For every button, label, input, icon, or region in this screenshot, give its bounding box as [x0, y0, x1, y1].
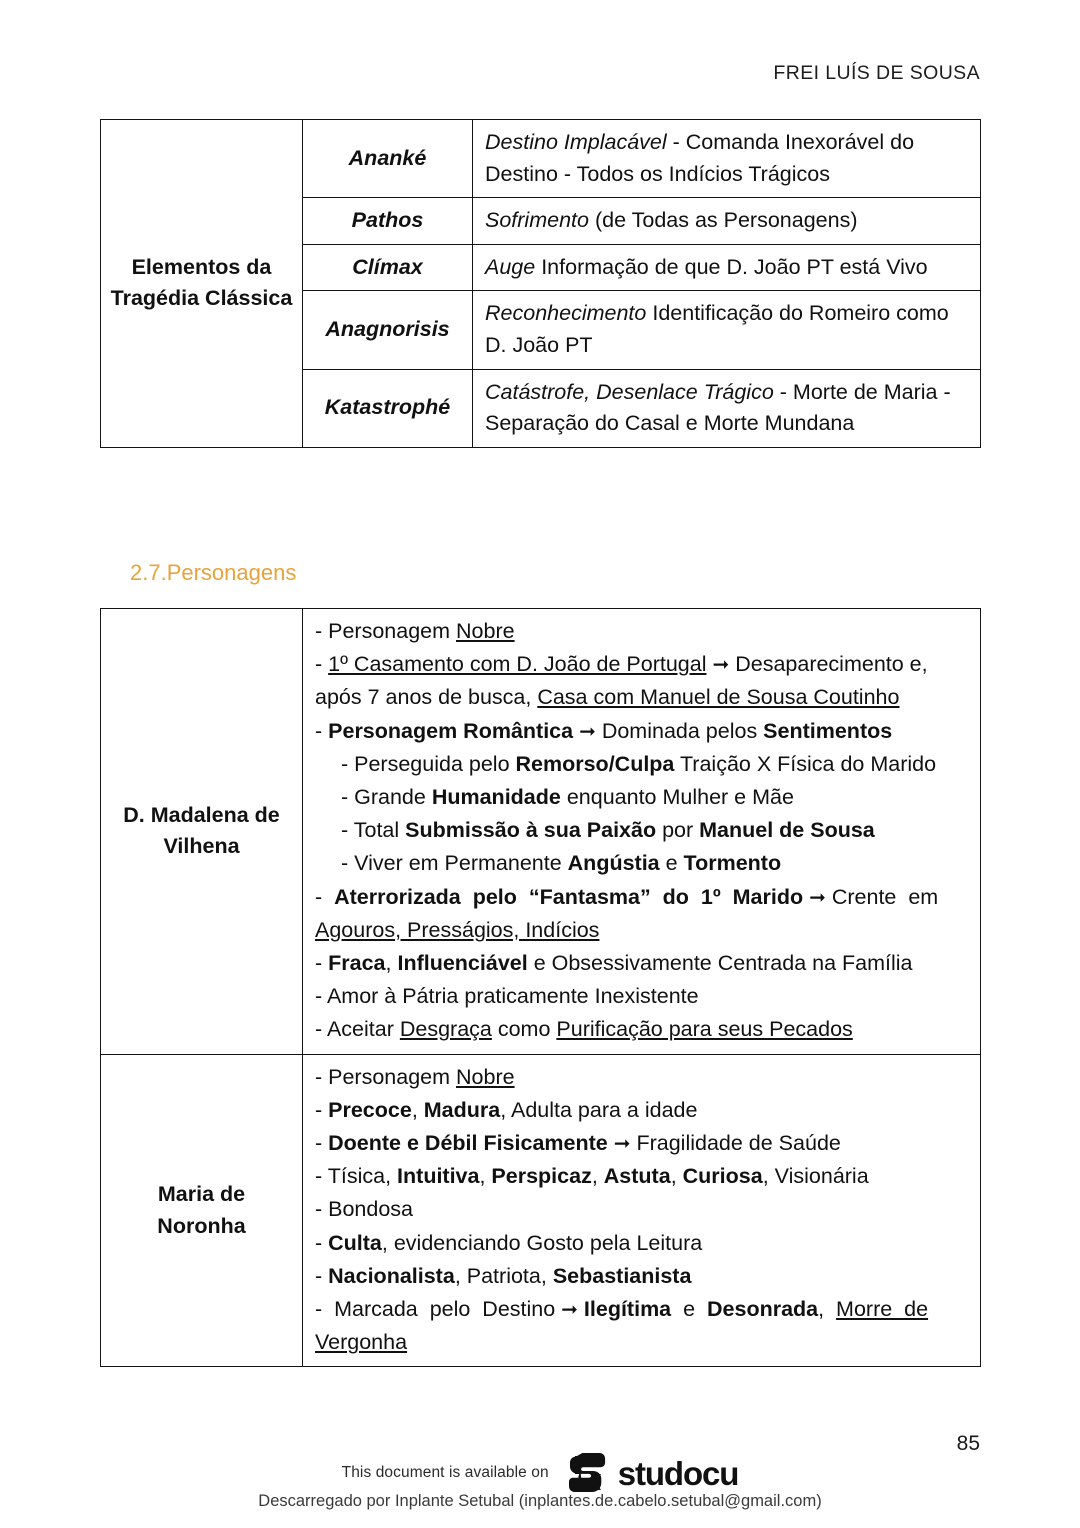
- list-item: - Precoce, Madura, Adulta para a idade: [315, 1097, 698, 1122]
- table-personagens: [100, 608, 981, 1367]
- list-item: - Bondosa: [315, 1197, 414, 1222]
- definition-title: Auge: [485, 254, 536, 279]
- list-item: - Amor à Pátria praticamente Inexistente: [315, 984, 699, 1009]
- list-item: - Nacionalista, Patriota, Sebastianista: [315, 1263, 692, 1288]
- list-item: - Perseguida pelo Remorso/Culpa Traição X Física do Marido: [341, 751, 937, 776]
- definition-ananke: [473, 120, 981, 198]
- arrow-right-icon: ➞: [809, 884, 826, 909]
- list-item: - Personagem Nobre: [315, 1064, 515, 1089]
- definition-line: Identificação do Romeiro como D. João PT: [485, 301, 949, 357]
- definition-title: Reconhecimento: [485, 301, 647, 326]
- definition-line: - Morte de Maria: [779, 379, 938, 404]
- table-row: [101, 1054, 981, 1367]
- term-anagnorisis: Anagnorisis: [303, 291, 473, 369]
- list-item: - Aceitar Desgraça como Purificação para seus Pecados: [315, 1017, 853, 1042]
- term-ananke: Ananké: [303, 120, 473, 198]
- character-traits-madalena: [303, 609, 981, 1055]
- definition-pathos: [473, 198, 981, 245]
- definition-katastrophe: [473, 369, 981, 447]
- character-traits-maria: [303, 1054, 981, 1367]
- character-name-line-2: Noronha: [157, 1213, 246, 1238]
- list-item: - Aterrorizada pelo “Fantasma” do 1º Marido ➞ Crente em Agouros, Presságios, Indícios: [315, 884, 939, 942]
- studocu-brand: [567, 1452, 739, 1494]
- definition-line: - Separação do Casal e Morte Mundana: [485, 379, 951, 436]
- arrow-right-icon: ➞: [712, 652, 730, 677]
- arrow-right-icon: ➞: [579, 718, 596, 743]
- studocu-logo-icon: [567, 1452, 609, 1494]
- character-name-line-1: Maria de: [157, 1181, 246, 1206]
- character-name-madalena: [101, 609, 303, 1055]
- definition-line: (de Todas as Personagens): [594, 208, 858, 233]
- arrow-right-icon: ➞: [613, 1131, 631, 1156]
- term-katastrophe: Katastrophé: [303, 369, 473, 447]
- list-item: - Tísica, Intuitiva, Perspicaz, Astuta, Curiosa, Visionária: [315, 1164, 869, 1189]
- table-row: [101, 120, 981, 198]
- term-pathos: Pathos: [303, 198, 473, 245]
- character-name-maria: [101, 1054, 303, 1367]
- definition-title: Catástrofe, Desenlace Trágico: [485, 379, 774, 404]
- list-item: - Total Submissão à sua Paixão por Manuel de Sousa: [341, 818, 875, 843]
- studocu-brand-name: studocu: [617, 1454, 739, 1492]
- definition-climax: [473, 244, 981, 291]
- definition-line: - Todos os Indícios Trágicos: [563, 161, 830, 186]
- running-header-title: FREI LUÍS DE SOUSA: [773, 62, 980, 84]
- list-item: - Grande Humanidade enquanto Mulher e Mãe: [341, 785, 794, 810]
- studocu-watermark: [0, 1452, 1080, 1494]
- list-item: - Personagem Nobre: [315, 619, 515, 643]
- definition-line: Informação de que D. João PT está Vivo: [541, 254, 928, 279]
- character-name-line-2: Vilhena: [163, 834, 240, 859]
- definition-line: - Comanda Inexorável do Destino: [485, 130, 915, 186]
- table-row: [101, 609, 981, 1055]
- list-item: - Culta, evidenciando Gosto pela Leitura: [315, 1230, 703, 1255]
- watermark-available-text: This document is available on: [341, 1464, 549, 1481]
- section-heading-personagens: 2.7.Personagens: [130, 560, 297, 585]
- term-climax: Clímax: [303, 244, 473, 291]
- group-label-elementos: [101, 120, 303, 448]
- group-label-line-1: Elementos da: [131, 254, 272, 279]
- list-item: - Viver em Permanente Angústia e Tormento: [341, 851, 782, 876]
- list-item: - 1º Casamento com D. João de Portugal ➞ Desaparecimento e, após 7 anos de busca, Casa com Manuel de Sousa Coutinho: [315, 652, 928, 710]
- list-item: - Personagem Romântica ➞ Dominada pelos Sentimentos: [315, 718, 893, 743]
- page-number: 85: [956, 1432, 980, 1455]
- list-item: - Fraca, Influenciável e Obsessivamente Centrada na Família: [315, 951, 913, 976]
- group-label-line-2: Tragédia Clássica: [110, 286, 293, 311]
- definition-title: Destino Implacável: [485, 130, 667, 154]
- definition-anagnorisis: [473, 291, 981, 369]
- table-elementos-tragedia-classica: [100, 119, 981, 448]
- download-attribution-text: Descarregado por Inplante Setubal (inplantes.de.cabelo.setubal@gmail.com): [258, 1492, 822, 1510]
- list-item: - Doente e Débil Fisicamente ➞ Fragilidade de Saúde: [315, 1131, 841, 1156]
- character-name-line-1: D. Madalena de: [123, 802, 280, 827]
- list-item: - Marcada pelo Destino ➞ Ilegítima e Desonrada, Morre de Vergonha: [315, 1297, 929, 1355]
- definition-title: Sofrimento: [485, 208, 589, 233]
- arrow-right-icon: ➞: [561, 1297, 578, 1322]
